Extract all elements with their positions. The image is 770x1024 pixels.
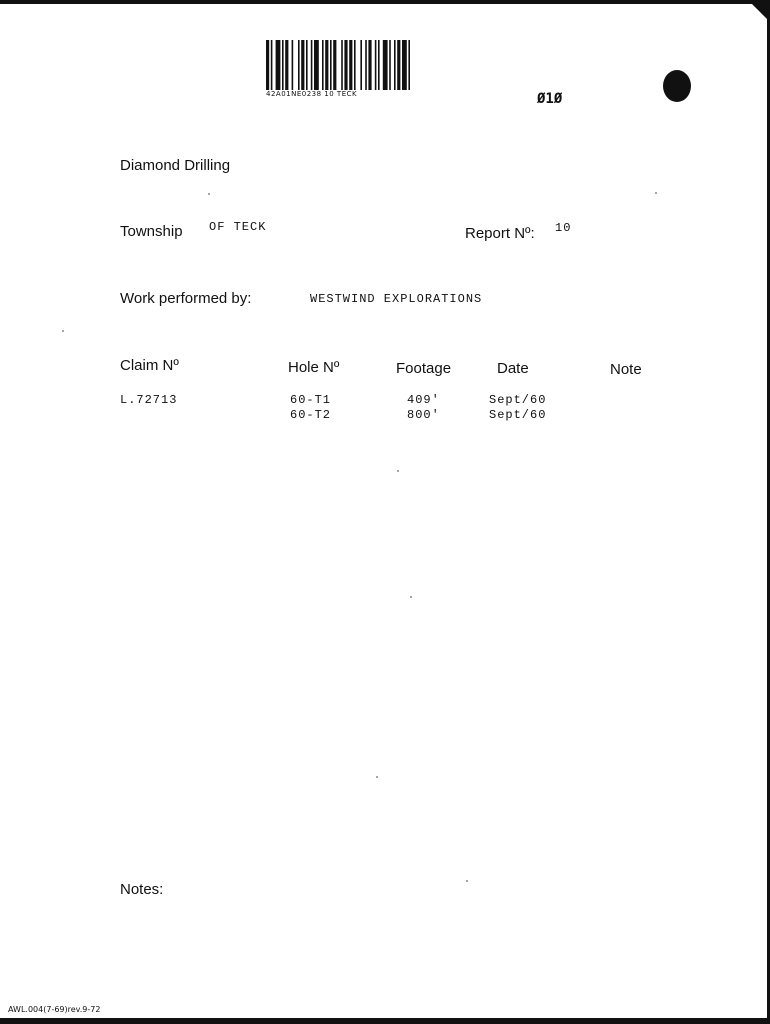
barcode-bar <box>408 40 410 90</box>
header-note: Note <box>610 361 642 378</box>
header-date: Date <box>497 360 529 377</box>
barcode-bar <box>368 40 371 90</box>
report-label: Report Nº: <box>465 225 535 242</box>
document-number: Ø1Ø <box>537 91 563 107</box>
township-label: Township <box>120 223 183 240</box>
barcode-image <box>266 40 480 90</box>
barcode-bar <box>341 40 343 90</box>
scan-speck <box>208 193 210 195</box>
claim-number: L.72713 <box>120 393 178 407</box>
barcode-bar <box>271 40 273 90</box>
punch-hole <box>663 70 691 102</box>
barcode-bar <box>397 40 400 90</box>
barcode-bar <box>354 40 356 90</box>
date-value: Sept/60 <box>489 408 547 422</box>
hole-number: 60-T2 <box>290 408 332 422</box>
header-claim: Claim Nº <box>120 357 179 374</box>
scan-speck <box>655 192 657 194</box>
barcode-bar <box>378 40 380 90</box>
table-row <box>407 393 440 423</box>
work-performed-label: Work performed by: <box>120 290 252 307</box>
barcode-bar <box>314 40 319 90</box>
barcode-bar <box>389 40 391 90</box>
scan-speck <box>397 470 399 472</box>
barcode-bar <box>311 40 313 90</box>
scan-edge-bottom <box>0 1018 770 1024</box>
barcode-bar <box>394 40 396 90</box>
form-id: AWL.004(7-69)rev.9-72 <box>8 1005 101 1014</box>
barcode-bar <box>360 40 362 90</box>
barcode-bar <box>282 40 284 90</box>
work-performed-value: WESTWIND EXPLORATIONS <box>310 292 483 306</box>
barcode-bar <box>344 40 347 90</box>
form-title: Diamond Drilling <box>120 157 231 174</box>
barcode-bar <box>301 40 304 90</box>
hole-number: 60-T1 <box>290 393 332 407</box>
date-value: Sept/60 <box>489 393 547 407</box>
scan-speck <box>62 330 64 332</box>
barcode-bar <box>266 40 269 90</box>
notes-label: Notes: <box>120 881 164 898</box>
header-hole: Hole Nº <box>288 359 340 376</box>
scan-edge-top <box>0 0 770 4</box>
barcode-bar <box>402 40 407 90</box>
table-row <box>290 393 331 423</box>
barcode-bar <box>322 40 324 90</box>
header-footage: Footage <box>396 360 452 377</box>
barcode-bar <box>349 40 352 90</box>
footage-value: 409' <box>407 393 440 407</box>
barcode-text: 42A01NE0238 10 TECK <box>266 90 358 98</box>
footage-value: 800' <box>407 408 440 422</box>
barcode-bar <box>333 40 336 90</box>
township-value: OF TECK <box>209 220 267 234</box>
barcode-bar <box>285 40 288 90</box>
barcode-bar <box>306 40 308 90</box>
barcode-bar <box>276 40 281 90</box>
barcode-bar <box>383 40 388 90</box>
report-value: 10 <box>555 221 572 235</box>
barcode-bar <box>292 40 294 90</box>
barcode-bar <box>365 40 367 90</box>
barcode-bar <box>375 40 377 90</box>
scan-speck <box>466 880 468 882</box>
table-row <box>489 393 546 423</box>
scan-speck <box>410 596 412 598</box>
scan-corner <box>748 0 770 22</box>
barcode-bar <box>330 40 332 90</box>
scan-speck <box>376 776 378 778</box>
barcode-bar <box>298 40 300 90</box>
barcode-bar <box>325 40 328 90</box>
